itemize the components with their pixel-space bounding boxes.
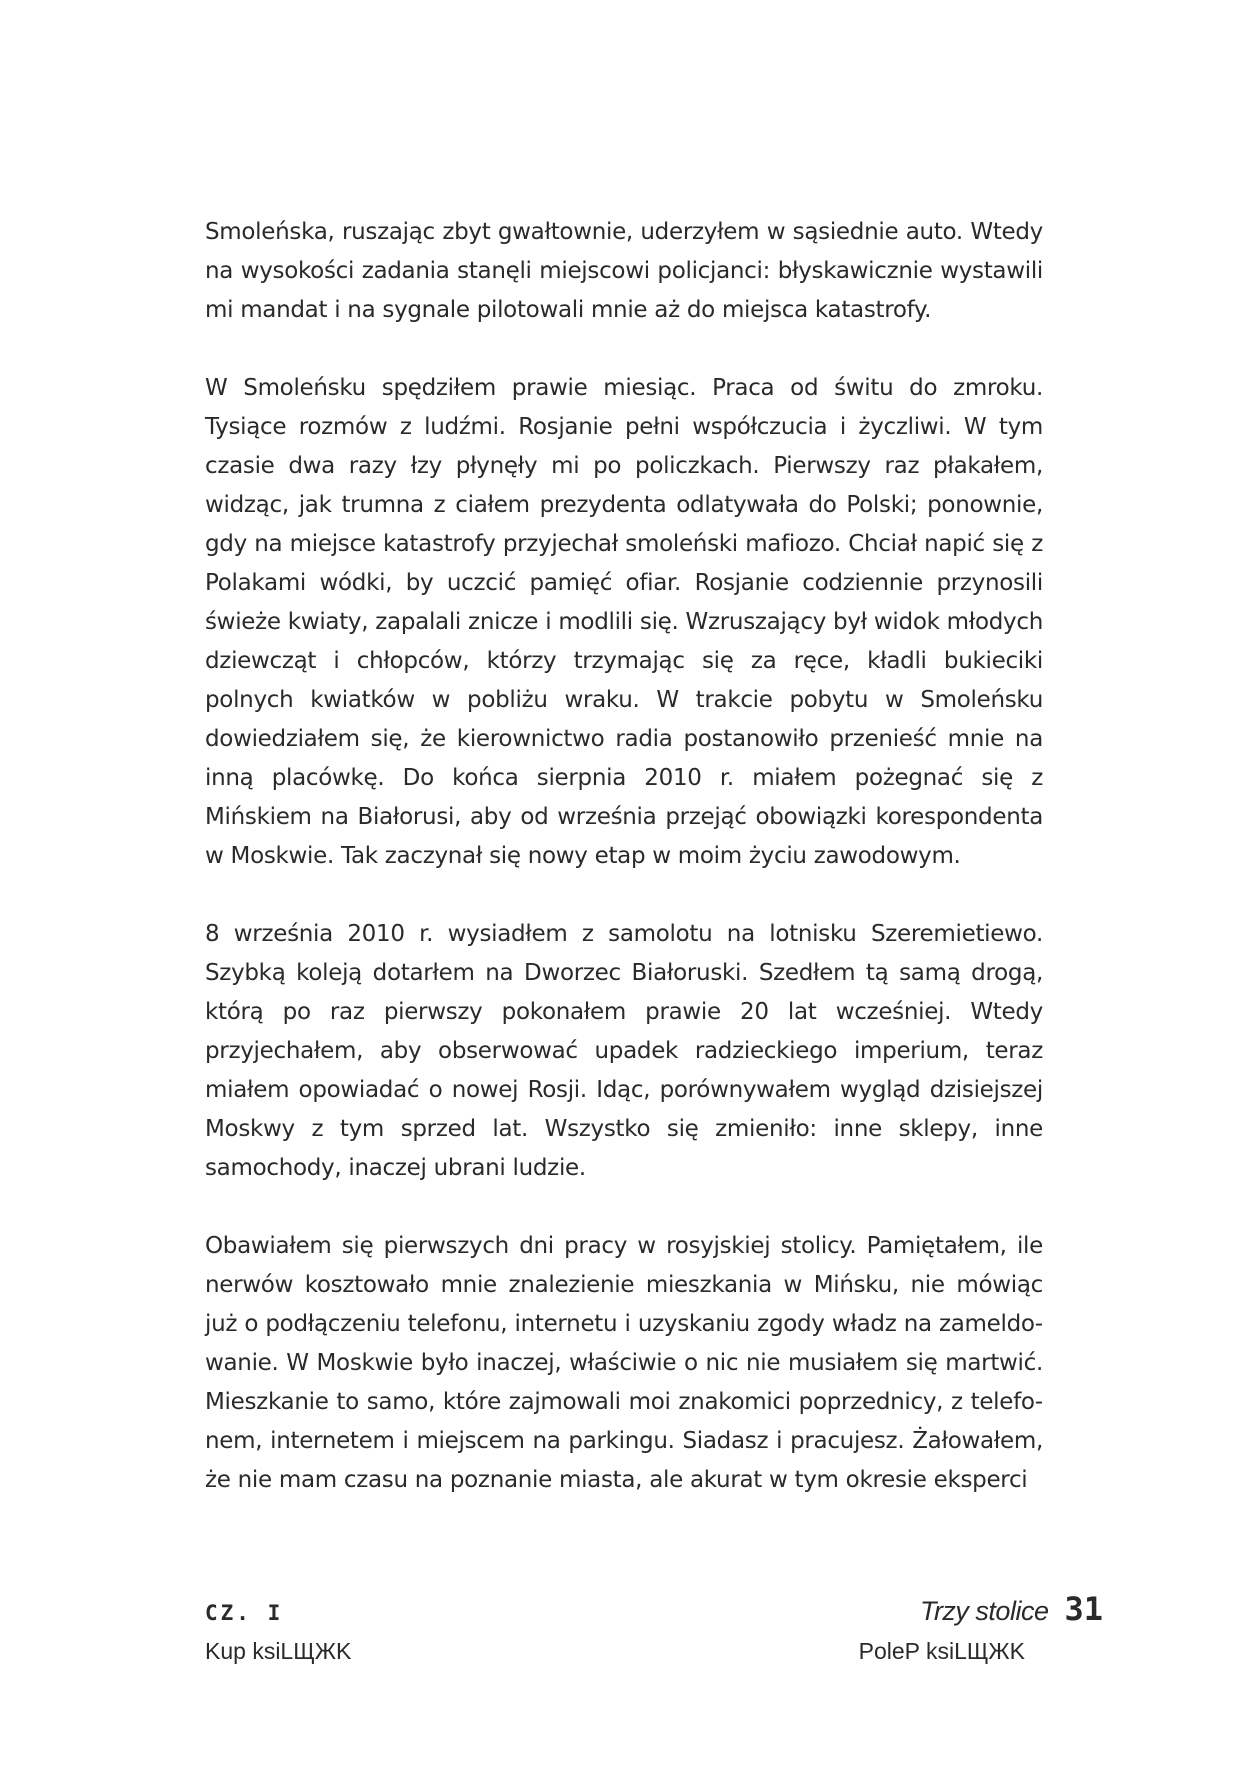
paragraph: Smoleńska, ruszając zbyt gwałtownie, uderzyłem w sąsiednie auto. Wtedy na wysokości zadania stanęli miejscowi policjanci: błyskawicznie wystawili mi mandat i na sygnale pilotowali mnie aż do miejsca katastrofy. [205,219,1043,323]
paragraph: 8 września 2010 r. wysiadłem z samolotu na lotnisku Szeremietiewo. Szybką koleją dotarłem na Dworzec Białoruski. Szedłem tą samą drogą, którą po raz pierwszy pokonałem prawie 20 lat wcześniej. Wtedy przyjechałem, aby obserwować upadek radzieckiego imperium, teraz miałem opowiadać o nowej Rosji. Idąc, porównywałem wygląd dzisiejszej Moskwy z tym sprzed lat. Wszystko się zmieniło: inne sklepy, inne samochody, inaczej ubrani ludzie. [205,921,1043,1181]
footer-left [205,1598,351,1666]
page-body [205,213,1043,1500]
running-title-row [859,1590,1103,1628]
buy-book-link[interactable]: Kup ksiLЩЖK [205,1638,352,1664]
paragraph: Obawiałem się pierwszych dni pracy w rosyjskiej stolicy. Pamiętałem, ile nerwów kosztowało mnie znalezienie mieszkania w Mińsku, nie mówiąc już o podłączeniu telefonu, internetu i uzyskaniu zgody władz na zameldowanie. W Moskwie było inaczej, właściwie o nic nie musiałem się martwić. Mieszkanie to samo, które zajmowali moi znakomici poprzednicy, z telefonem, internetem i miejscem na parkingu. Siadasz i pracujesz. Żałowałem, że nie mam czasu na poznanie miasta, ale akurat w tym okresie eksperci [205,1233,1043,1493]
page-number: 31 [1064,1590,1103,1628]
footer-right [859,1590,1103,1666]
recommend-book-link[interactable]: PoleP ksiLЩЖK [858,1638,1025,1664]
part-label: CZ. I [205,1601,284,1625]
paragraph: W Smoleńsku spędziłem prawie miesiąc. Praca od świtu do zmroku. Tysiące rozmów z ludźmi. Rosjanie pełni współczucia i życzliwi. W tym czasie dwa razy łzy płynęły mi po policzkach. Pierwszy raz płakałem, widząc, jak trumna z ciałem prezydenta odlatywała do Polski; ponownie, gdy na miejsce katastrofy przyjechał smoleński mafiozo. Chciał napić się z Polakami wódki, by uczcić pamięć ofiar. Rosjanie codziennie przynosili świeże kwiaty, zapalali znicze i modlili się. Wzruszający był widok młodych dziewcząt i chłopców, którzy trzymając się za ręce, kładli bukieciki polnych kwiatków w pobliżu wraku. W trakcie pobytu w Smoleńsku dowiedziałem się, że kierownictwo radia postanowiło przenieść mnie na inną placówkę. Do końca sierpnia 2010 r. miałem pożegnać się z Mińskiem na Białorusi, aby od września przejąć obowiązki korespondenta w Moskwie. Tak zaczynał się nowy etap w moim życiu zawodowym. [205,375,1043,869]
book-title: Trzy stolice [919,1596,1049,1626]
